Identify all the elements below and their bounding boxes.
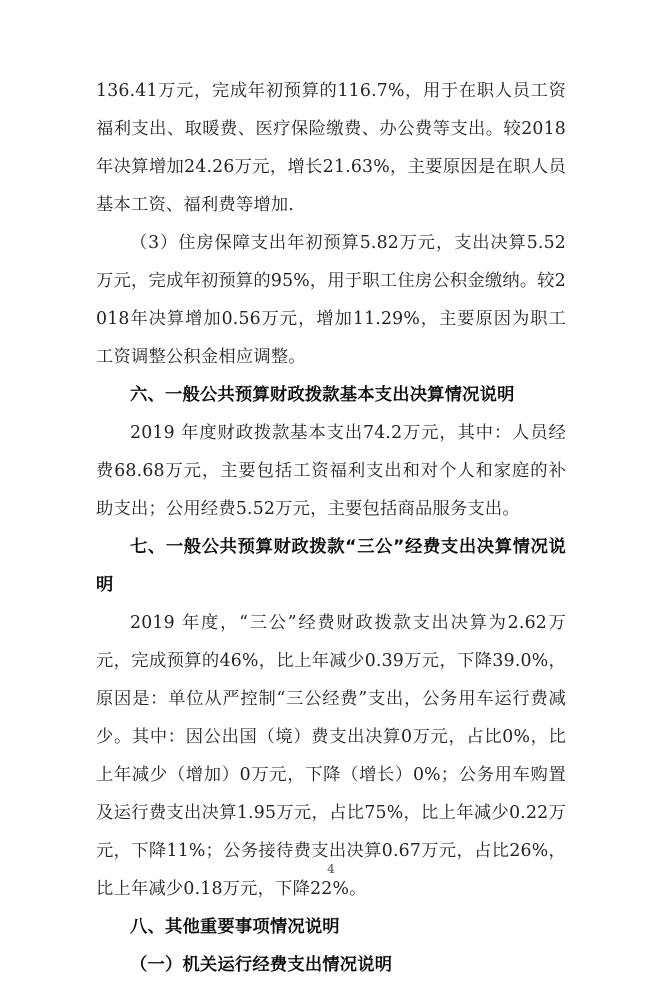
heading-section-eight-subsection-one: （一）机关运行经费支出情况说明 [130, 955, 393, 975]
heading-section-eight: 八、其他重要事项情况说明 [130, 917, 340, 937]
paragraph-budget-execution-116: 136.41万元，完成年初预算的116.7%，用于在职人员工资福利支出、取暖费、医疗保险缴费、办公费等支出。较2018年决算增加24.26万元，增长21.63%，主要原因是在职人员基本工资、福利费等增加. [96, 81, 566, 215]
document-body [96, 72, 566, 984]
heading-section-seven: 七、一般公共预算财政拨款“三公”经费支出决算情况说明 [96, 537, 566, 595]
paragraph-basic-expenditure-detail: 2019 年度财政拨款基本支出74.2万元，其中：人员经费68.68万元，主要包括工资福利支出和对个人和家庭的补助支出；公用经费5.52万元，主要包括商品服务支出。 [96, 423, 566, 519]
page-number: 4 [327, 862, 335, 876]
heading-section-six: 六、一般公共预算财政拨款基本支出决算情况说明 [130, 385, 515, 405]
paragraph-three-public-expenses-detail: 2019 年度，“三公”经费财政拨款支出决算为2.62万元，完成预算的46%，比上年减少0.39万元，下降39.0%， 原因是：单位从严控制“三公经费”支出，公务用车运行费减少。其中：因公出国（境）费支出决算0万元，占比0%，比上年减少（增加）0万元，下降（增长）0%；公务用车购置及运行费支出决算1.95万元，占比75%，比上年减少0.22万元，下降11%；公务接待费支出决算0.67万元，占比26%，比上年减少0.18万元，下降22%。 [96, 613, 566, 899]
paragraph-housing-security-expenditure: （3）住房保障支出年初预算5.82万元，支出决算5.52万元，完成年初预算的95%，用于职工住房公积金缴纳。较2018年决算增加0.56万元，增加11.29%，主要原因为职工工资调整公积金相应调整。 [96, 233, 566, 367]
